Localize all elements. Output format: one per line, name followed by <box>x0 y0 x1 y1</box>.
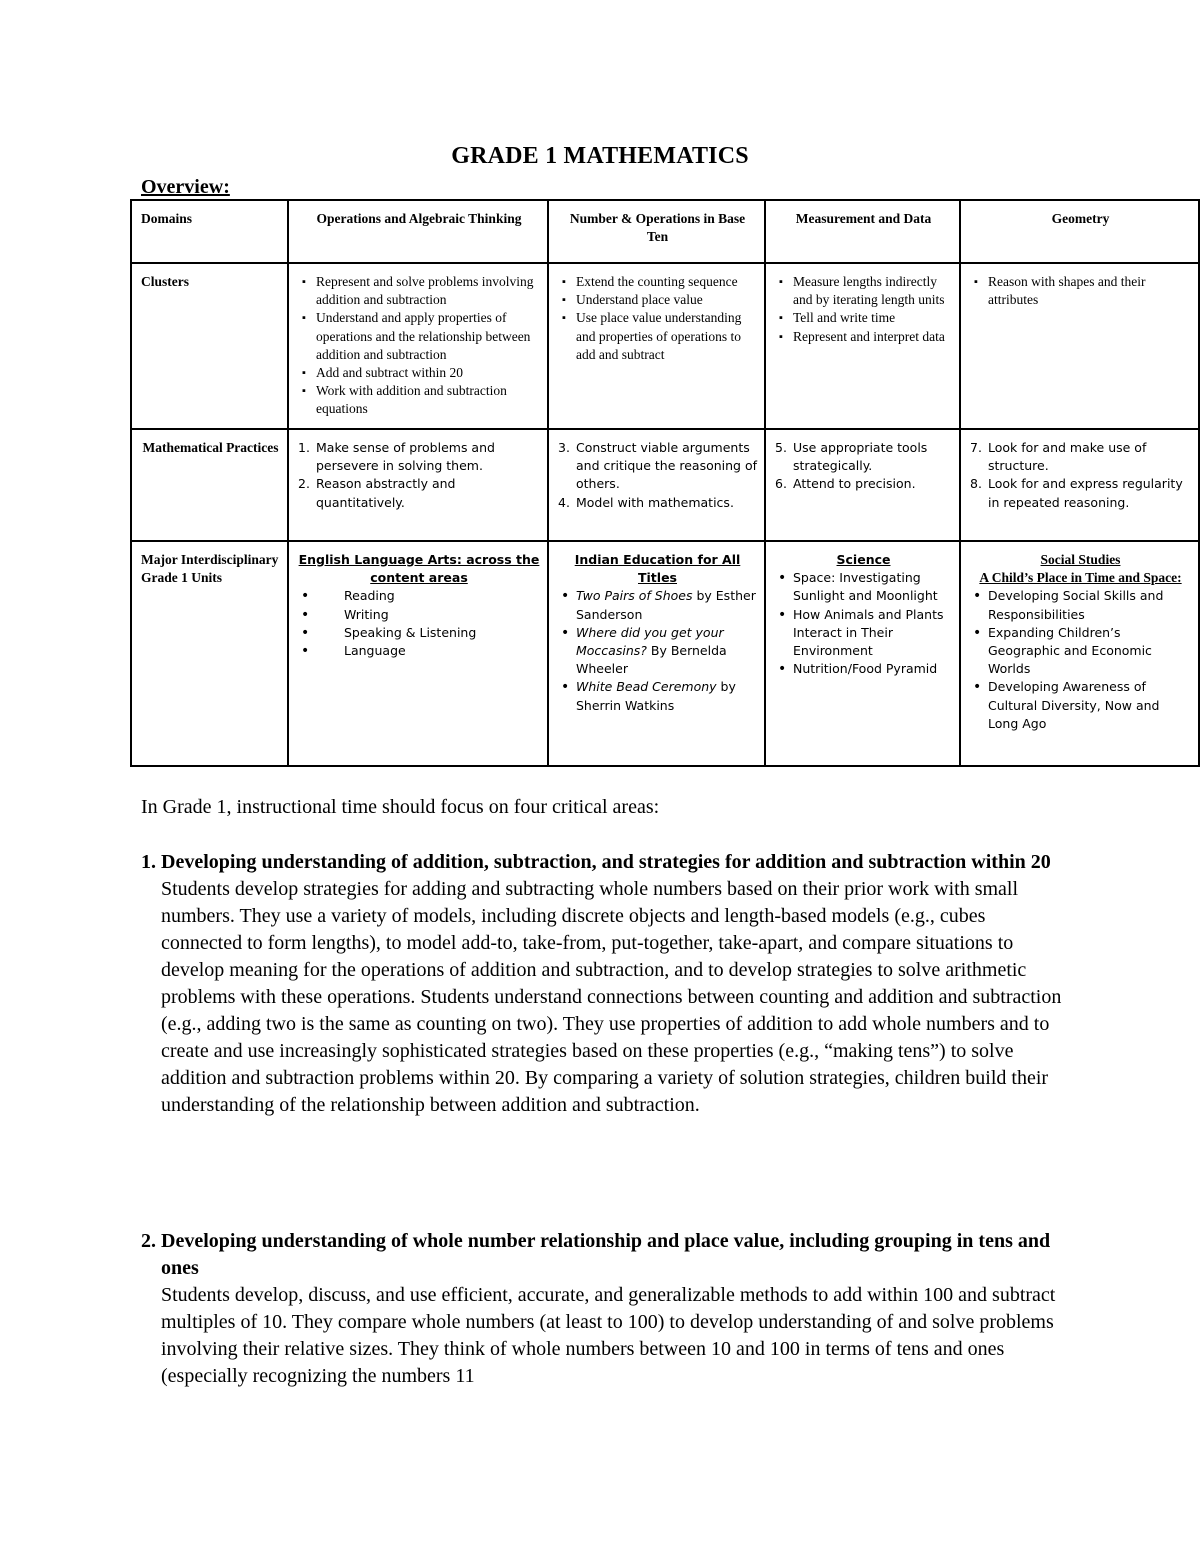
cluster-item: ▪ Tell and write time <box>775 309 952 327</box>
practices-col-2 <box>548 429 765 541</box>
book-item: • Where did you get your Moccasins? By Bernelda Wheeler <box>558 624 757 679</box>
clusters-g <box>960 263 1199 429</box>
row-header-practices: Mathematical Practices <box>131 429 288 541</box>
intro-text: In Grade 1, instructional time should focus on four critical areas: <box>141 796 660 818</box>
units-indian-education <box>548 541 765 766</box>
ela-heading: English Language Arts: across the content areas <box>298 552 540 586</box>
ela-item: • Language <box>298 642 540 660</box>
units-ela <box>288 541 548 766</box>
units-social-studies <box>960 541 1199 766</box>
domains-row <box>131 200 1199 263</box>
practice-item: 3. Construct viable arguments and critique the reasoning of others. <box>558 440 758 492</box>
row-header-units: Major Interdisciplinary Grade 1 Units <box>131 541 288 766</box>
practice-item: 5. Use appropriate tools strategically. <box>775 440 928 474</box>
practice-item: 1. Make sense of problems and persevere in solving them. <box>298 440 495 474</box>
cluster-item: ▪ Represent and solve problems involving addition and subtraction <box>298 273 540 309</box>
science-item: • Space: Investigating Sunlight and Moonlight <box>775 569 952 605</box>
ela-item: • Writing <box>298 606 540 624</box>
practice-item: 4. Model with mathematics. <box>558 494 734 510</box>
domain-nbt: Number & Operations in Base Ten <box>548 200 765 263</box>
row-header-domains: Domains <box>131 200 288 263</box>
practices-col-3 <box>765 429 960 541</box>
cluster-item: ▪ Extend the counting sequence <box>558 273 757 291</box>
overview-table <box>130 199 1200 767</box>
clusters-row <box>131 263 1199 429</box>
ela-item: • Speaking & Listening <box>298 624 540 642</box>
social-item: • Developing Social Skills and Responsibilities <box>970 587 1191 623</box>
practice-item: 6. Attend to precision. <box>775 476 916 492</box>
practices-row <box>131 429 1199 541</box>
cluster-item: ▪ Measure lengths indirectly and by iterating length units <box>775 273 952 309</box>
social-studies-heading: Social Studies <box>1040 552 1121 567</box>
book-item: • White Bead Ceremony by Sherrin Watkins <box>558 678 757 714</box>
ela-item: • Reading <box>298 587 540 605</box>
units-row <box>131 541 1199 766</box>
critical-area-body: Students develop, discuss, and use efficient, accurate, and generalizable methods to add within 100 and subtract multiples of 10. They compare whole numbers (at least to 100) to develop understanding of and solve problems involving their relative sizes. They think of whole numbers between 10 and 100 in terms of tens and ones (especially recognizing the numbers 11 <box>161 1284 1056 1387</box>
cluster-item: ▪ Use place value understanding and properties of operations to add and subtract <box>558 309 757 364</box>
cluster-item: ▪ Reason with shapes and their attributes <box>970 273 1191 309</box>
practice-item: 7. Look for and make use of structure. <box>970 440 1147 474</box>
cluster-item: ▪ Understand and apply properties of operations and the relationship between addition and subtraction <box>298 309 540 364</box>
practice-item: 2. Reason abstractly and quantitatively. <box>298 476 456 510</box>
clusters-oa <box>288 263 548 429</box>
practices-col-1 <box>288 429 548 541</box>
units-science <box>765 541 960 766</box>
overview-label: Overview: <box>141 176 230 198</box>
critical-area-body: Students develop strategies for adding and subtracting whole numbers based on their prior work with small numbers. They use a variety of models, including discrete objects and length-based models (e.g., cubes connected to form lengths), to model add-to, take-from, put-together, take-apart, and compare situations to develop meaning for the operations of addition and subtraction, and to develop strategies to solve arithmetic problems with these operations. Students understand connections between counting and addition and subtraction (e.g., adding two is the same as counting on two). They use properties of addition to add whole numbers and to create and use increasingly sophisticated strategies based on these properties (e.g., “making tens”) to solve addition and subtraction problems within 20. By comparing a variety of solution strategies, children build their understanding of the relationship between addition and subtraction. <box>161 878 1062 1116</box>
social-studies-subheading: A Child’s Place in Time and Space: <box>979 570 1182 586</box>
social-item: • Expanding Children’s Geographic and Economic Worlds <box>970 624 1191 679</box>
critical-area-heading: 1. Developing understanding of addition, subtraction, and strategies for addition and subtraction within 20 <box>141 851 1051 873</box>
critical-area-2 <box>141 1228 1066 1390</box>
clusters-nbt <box>548 263 765 429</box>
book-item: • Two Pairs of Shoes by Esther Sanderson <box>558 587 757 623</box>
row-header-clusters: Clusters <box>131 263 288 429</box>
domain-oa: Operations and Algebraic Thinking <box>288 200 548 263</box>
clusters-md <box>765 263 960 429</box>
indian-ed-heading: Indian Education for All Titles <box>574 552 741 586</box>
domain-md: Measurement and Data <box>765 200 960 263</box>
domain-g: Geometry <box>960 200 1199 263</box>
critical-area-1 <box>141 849 1066 1119</box>
practice-item: 8. Look for and express regularity in repeated reasoning. <box>970 476 1183 510</box>
practices-col-4 <box>960 429 1199 541</box>
cluster-item: ▪ Work with addition and subtraction equations <box>298 382 540 418</box>
critical-area-heading: 2. Developing understanding of whole number relationship and place value, including grouping in tens and ones <box>141 1230 1051 1279</box>
cluster-item: ▪ Understand place value <box>558 291 757 309</box>
science-heading: Science <box>836 552 891 567</box>
page-title: GRADE 1 MATHEMATICS <box>451 143 749 169</box>
cluster-item: ▪ Add and subtract within 20 <box>298 364 540 382</box>
social-item: • Developing Awareness of Cultural Diversity, Now and Long Ago <box>970 678 1191 733</box>
science-item: • How Animals and Plants Interact in Their Environment <box>775 606 952 661</box>
science-item: • Nutrition/Food Pyramid <box>775 660 952 678</box>
cluster-item: ▪ Represent and interpret data <box>775 328 952 346</box>
